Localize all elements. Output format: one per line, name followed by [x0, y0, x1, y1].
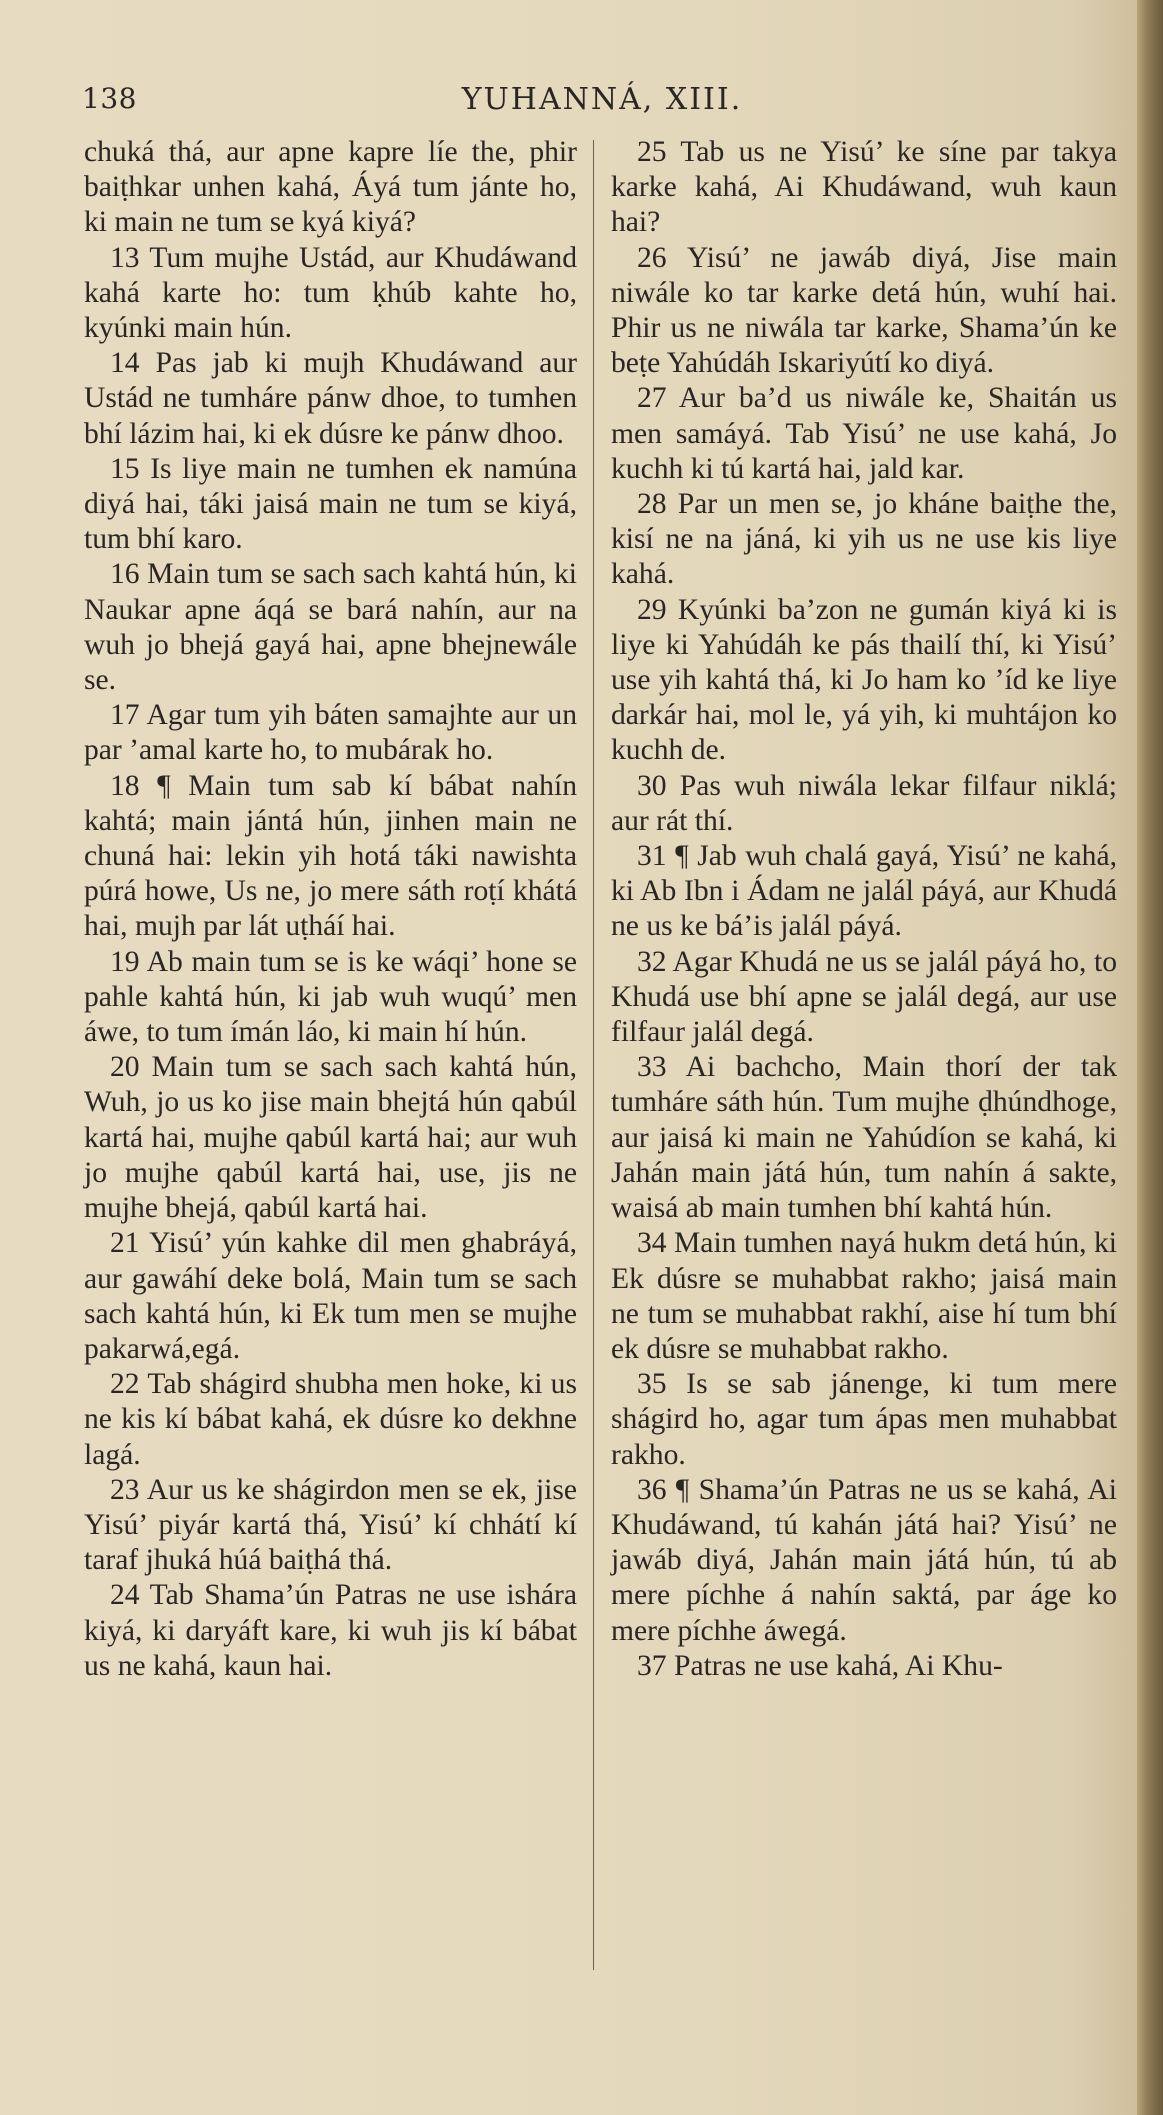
verse-paragraph: 26 Yisú’ ne jawáb diyá, Jise main niwále ko tar karke detá hún, wuhí hai. Phir us ne niwála tar karke, Shama’ún ke beṭe Yahúdáh Iskariyútí ko diyá.: [611, 241, 1117, 380]
verse-paragraph: 29 Kyúnki ba’zon ne gumán kiyá ki is liye ki Yahúdáh ke pás thailí thí, ki Yisú’ use yih kahtá thá, ki Jo ham ko ’íd ke liye darkár hai, mol le, yá yih, ki muhtájon ko kuchh de.: [611, 593, 1117, 767]
verse-paragraph: 20 Main tum se sach sach kahtá hún, Wuh, jo us ko jise main bhejtá hún qabúl kartá hai, mujhe qabúl kartá hai; aur wuh jo mujhe qabúl kartá hai, use, jis ne mujhe bhejá, qabúl kartá hai.: [84, 1051, 577, 1225]
verse-paragraph: 22 Tab shágird shubha men hoke, ki us ne kis kí bábat kahá, ek dúsre ko dekhne lagá.: [84, 1368, 577, 1471]
verse-paragraph: 25 Tab us ne Yisú’ ke síne par takya karke kahá, Ai Khudáwand, wuh kaun hai?: [611, 136, 1117, 239]
verse-paragraph: 24 Tab Shama’ún Patras ne use ishára kiyá, ki daryáft kare, ki wuh jis kí bábat us ne kahá, kaun hai.: [84, 1579, 577, 1682]
verse-paragraph: 17 Agar tum yih báten samajhte aur un par ’amal karte ho, to mubárak ho.: [84, 699, 577, 767]
verse-paragraph: 32 Agar Khudá ne us se jalál páyá ho, to Khudá use bhí apne se jalál degá, aur use filfaur jalál degá.: [611, 945, 1117, 1049]
verse-paragraph: 36 ¶ Shama’ún Patras ne us se kahá, Ai Khudáwand, tú kahán játá hai? Yisú’ ne jawáb diyá, Jahán main játá hún, tú ab mere píchhe á nahín saktá, par áge ko mere píchhe áwegá.: [611, 1473, 1117, 1647]
verse-paragraph: 27 Aur ba’d us niwále ke, Shaitán us men samáyá. Tab Yisú’ ne use kahá, Jo kuchh ki tú kartá hai, jald kar.: [611, 382, 1117, 485]
verse-paragraph: 23 Aur us ke shágirdon men se ek, jise Yisú’ piyár kartá thá, Yisú’ kí chhátí kí taraf jhuká húá baiṭhá thá.: [84, 1473, 577, 1577]
page-edge: [1137, 0, 1163, 2115]
running-head: [82, 82, 1122, 132]
verse-paragraph: 21 Yisú’ yún kahke dil men ghabráyá, aur gawáhí deke bolá, Main tum se sach sach kahtá hún, ki Ek tum men se mujhe pakarwá,egá.: [84, 1227, 577, 1365]
verse-paragraph: 18 ¶ Main tum sab kí bábat nahín kahtá; main jántá hún, jinhen main ne chuná hai: lekin yih hotá táki nawishta púrá howe, Us ne, jo mere sáth roṭí khátá hai, mujh par lát uṭháí hai.: [84, 769, 577, 943]
verse-paragraph: 19 Ab main tum se is ke wáqi’ hone se pahle kahtá hún, ki jab wuh wuqú’ men áwe, to tum ímán láo, ki main hí hún.: [84, 945, 577, 1049]
right-column: [611, 135, 1117, 1684]
verse-paragraph: 14 Pas jab ki mujh Khudáwand aur Ustád ne tumháre pánw dhoe, to tumhen bhí lázim hai, ki ek dúsre ke pánw dhoo.: [84, 347, 577, 450]
verse-paragraph: 16 Main tum se sach sach kahtá hún, ki Naukar apne áqá se bará nahín, aur na wuh jo bhejá gayá hai, apne bhejnewále se.: [84, 558, 577, 697]
verse-paragraph: 34 Main tumhen nayá hukm detá hún, ki Ek dúsre se muhabbat rakho; jaisá main ne tum se muhabbat rakhí, aise hí tum bhí ek dúsre se muhabbat rakho.: [611, 1227, 1117, 1365]
verse-paragraph: 31 ¶ Jab wuh chalá gayá, Yisú’ ne kahá, ki Ab Ibn i Ádam ne jalál páyá, aur Khudá ne us ke bá’is jalál páyá.: [611, 840, 1117, 943]
page-number: 138: [82, 82, 137, 115]
verse-paragraph: 15 Is liye main ne tumhen ek namúna diyá hai, táki jaisá main ne tum se kiyá, tum bhí karo.: [84, 452, 577, 556]
verse-paragraph: chuká thá, aur apne kapre líe the, phir baiṭhkar unhen kahá, Áyá tum jánte ho, ki main ne tum se kyá kiyá?: [84, 136, 577, 239]
verse-paragraph: 30 Pas wuh niwála lekar filfaur niklá; aur rát thí.: [611, 769, 1117, 837]
verse-paragraph: 37 Patras ne use kahá, Ai Khu-: [637, 1649, 1003, 1682]
verse-paragraph: 33 Ai bachcho, Main thorí der tak tumháre sáth hún. Tum mujhe ḍhúndhoge, aur jaisá ki main ne Yahúdíon se kahá, ki Jahán main játá hún, tum nahín á sakte, waisá ab main tumhen bhí kahtá hún.: [611, 1051, 1117, 1225]
page-title: YUHANNÁ, XIII.: [461, 82, 743, 117]
left-column: [84, 135, 577, 1684]
verse-paragraph: 13 Tum mujhe Ustád, aur Khudáwand kahá karte ho: tum ḳhúb kahte ho, kyúnki main hún.: [84, 241, 577, 345]
verse-paragraph: 28 Par un men se, jo kháne baiṭhe the, kisí ne na jáná, ki yih us ne use kis liye kahá.: [611, 488, 1117, 591]
verse-paragraph: 35 Is se sab jánenge, ki tum mere shágird ho, agar tum ápas men muhabbat rakho.: [611, 1368, 1117, 1471]
column-divider: [593, 140, 594, 1970]
